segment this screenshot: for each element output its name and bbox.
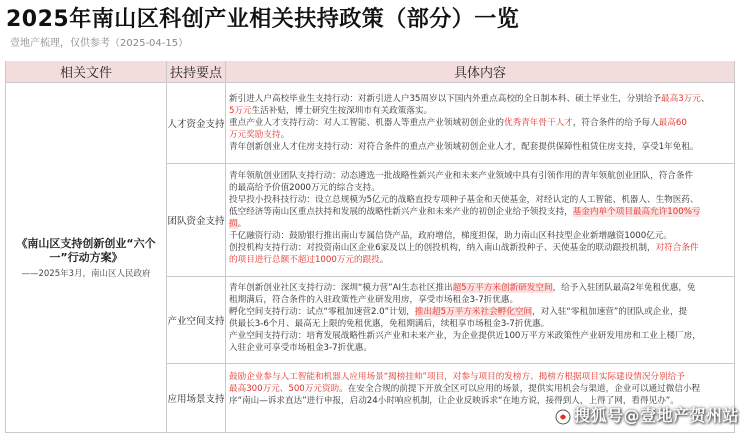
content-text-segment: 对符合条件 xyxy=(655,243,699,253)
content-text-segment: 低空经济等南山区重点扶持和发展的战略性新兴产业和未来产业的初创企业给予领投支持， xyxy=(229,207,573,217)
content-line xyxy=(229,105,735,117)
content-text-segment: ，符合条件的给予每人 xyxy=(572,118,659,128)
content-text-segment: 青年创新创业社区支持行动：深圳“模力营”AI生态社区推出 xyxy=(229,283,453,293)
content-line xyxy=(229,294,735,306)
category-talent-funding: 人才资金支持 xyxy=(167,119,225,130)
content-text-segment: 创投机构支持行动：对投资南山区企业6家及以上的创投机构，纳入南山战新投种子、天使基金的联动跟投机制， xyxy=(229,243,656,253)
content-text-segment: 最高3万元 xyxy=(661,94,701,104)
content-text-segment: 基金内单个项目最高允许100%亏 xyxy=(572,207,701,217)
content-line xyxy=(229,117,735,129)
content-line xyxy=(229,342,735,354)
content-line xyxy=(229,242,735,254)
content-line xyxy=(229,206,735,218)
page-title: 2025年南山区科创产业相关扶持政策（部分）一览 xyxy=(6,7,520,32)
content-line xyxy=(229,282,735,294)
content-talent-funding xyxy=(229,93,735,161)
document-issuer: ——2025年3月，南山区人民政府 xyxy=(21,268,151,279)
watermark xyxy=(555,403,739,426)
content-line xyxy=(229,254,735,266)
content-text-segment: 最高300万元、500万元资助 xyxy=(229,384,340,394)
content-text-segment: 。在安全合规的前提下开放全区可以应用的场景，提供实用机会与渠道，企业可以通过微信小程 xyxy=(339,384,701,394)
content-text-segment: 推出超5万平方米社会孵化空间 xyxy=(414,307,533,317)
content-text-segment: 超5万平方米创新研发空间 xyxy=(452,283,553,293)
sohu-logo-icon xyxy=(555,409,571,425)
content-text-segment: 。 xyxy=(237,219,247,229)
content-text-segment: 青年领航创业团队支持行动：动态遴选一批战略性新兴产业和未来产业领域中具有引领作用的青年领航创业团队，符合条件 xyxy=(229,171,694,181)
content-line xyxy=(229,371,735,383)
content-text-segment: 损 xyxy=(229,219,238,229)
content-line xyxy=(229,194,735,206)
content-text-segment: 入驻企业可享受市场租金3-7折优惠。 xyxy=(229,343,372,353)
content-text-segment: 优秀青年骨干人才 xyxy=(504,118,573,128)
document-title: 《南山区支持创新创业“六个一”行动方案》 xyxy=(16,236,156,264)
content-text-segment: 生活补贴，博士研究生按深圳市有关政策落实。 xyxy=(251,106,433,116)
content-text-segment: 青年创新创业人才住房支持行动：对符合条件的重点产业领域初创企业人才，配套提供保障性租赁住房支持，享受1年免租。 xyxy=(229,142,699,152)
content-industrial-space xyxy=(229,282,735,360)
page-subtitle: 壹地产梳理，仅供参考（2025-04-15） xyxy=(10,38,189,49)
content-text-segment: 千亿融资行动：鼓励银行推出南山专属信贷产品，政府增信，梯度担保，助力南山区科技型企业新增融资1000亿元。 xyxy=(229,231,672,241)
content-text-segment: 重点产业人才支持行动：对人工智能、机器人等重点产业领域初创企业的 xyxy=(229,118,505,128)
content-text-segment: 新引进人户高校毕业生支持行动：对新引进人户35周岁以下国内外重点高校的全日制本科、硕士毕业生，分别给予 xyxy=(229,94,662,104)
content-text-segment: 。 xyxy=(379,255,389,265)
content-text-segment: ，给予入驻团队最高2年免租优惠，免 xyxy=(552,283,696,293)
category-team-funding: 团队资金支持 xyxy=(167,216,225,227)
content-line xyxy=(229,170,735,182)
content-line xyxy=(229,330,735,342)
watermark-text: 搜狐号@壹地产贺州站 xyxy=(574,406,740,425)
content-text-segment: 的最高给予价值2000万元的综合支持。 xyxy=(229,183,380,193)
content-text-segment: 鼓励企业参与人工智能和机器人应用场景“揭榜挂帅”项目，对参与项目的发榜方、揭榜方根据项目实际建设情况分别给予 xyxy=(229,372,685,382)
content-team-funding xyxy=(229,170,735,274)
content-line xyxy=(229,141,735,153)
content-text-segment: 、 xyxy=(700,94,710,104)
content-text-segment: 投早投小投科技行动：设立总规模为5亿元的战略直投专项种子基金和天使基金，对经认定的人工智能、机器人、生物医药、 xyxy=(229,195,699,205)
content-text-segment: 供最长3-6个月、最高无上限的免租优惠，免租期满后，续租享市场租金3-7折优惠。 xyxy=(229,319,550,329)
content-text-segment: 孵化空间支持行动：试点“零租加速营2.0”计划， xyxy=(229,307,415,317)
content-text-segment: 租期满后，符合条件的入驻政策性产业研发用房，享受市场租金3-7折优惠。 xyxy=(229,295,519,305)
content-line xyxy=(229,306,735,318)
content-text-segment: ，对入驻“零租加速营”的团队或企业，提 xyxy=(532,307,688,317)
content-text-segment: 产业空间支持行动：培育发展战略性新兴产业和未来产业，为企业提供近100万平方米政策性产业研发用房和工业上楼厂房， xyxy=(229,331,701,341)
content-line xyxy=(229,93,735,105)
column-header-details: 具体内容 xyxy=(226,61,734,82)
category-industrial-space: 产业空间支持 xyxy=(167,316,225,327)
category-application-scenarios: 应用场景支持 xyxy=(167,394,225,405)
content-line xyxy=(229,129,735,141)
content-line xyxy=(229,182,735,194)
content-text-segment: 。 xyxy=(280,130,290,140)
content-line xyxy=(229,383,735,395)
document-cell xyxy=(6,83,166,432)
content-text-segment: 最高60 xyxy=(658,118,687,128)
content-text-segment: 的项目进行总额不超过1000万元的跟投 xyxy=(229,255,380,265)
content-line xyxy=(229,230,735,242)
content-line xyxy=(229,218,735,230)
column-header-document: 相关文件 xyxy=(6,61,166,82)
content-line xyxy=(229,318,735,330)
content-text-segment: 5万元 xyxy=(229,106,252,116)
column-header-key-points: 扶持要点 xyxy=(167,61,225,82)
content-text-segment: 万元奖励支持 xyxy=(229,130,281,140)
content-text-segment: 序“南山—诉求直达”进行申报，启动24小时响应机制，让企业反映诉求“在地方说，接得到人，上得了网，看得见办”。 xyxy=(229,396,679,406)
